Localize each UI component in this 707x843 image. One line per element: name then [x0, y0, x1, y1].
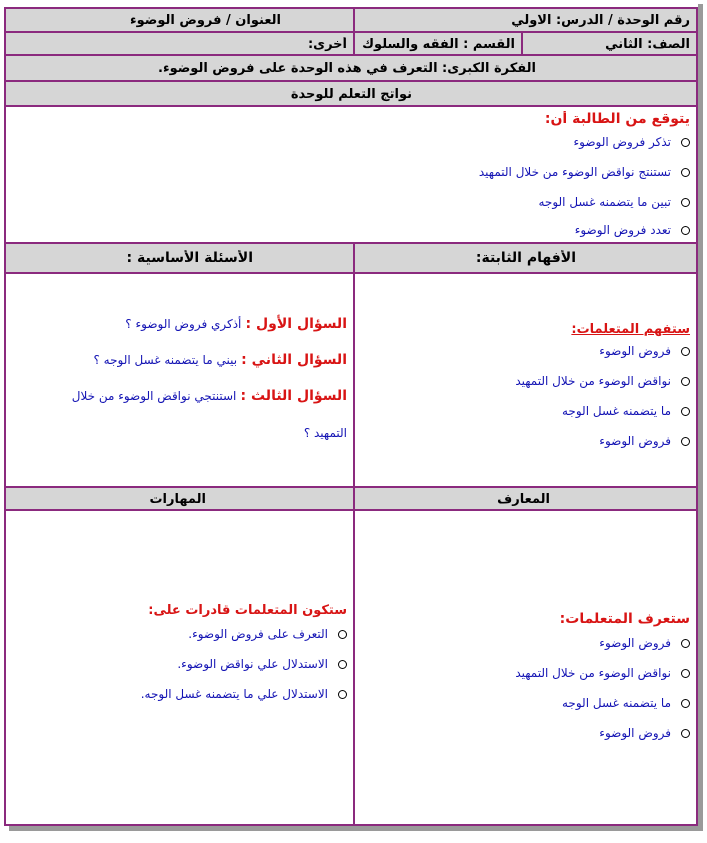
circle-bullet-icon	[681, 699, 690, 708]
list-item: ما يتضمنه غسل الوجه	[562, 404, 690, 418]
knowledge-title: المعارف	[497, 492, 550, 507]
outcomes-title-text: نواتج التعلم للوحدة	[290, 87, 412, 102]
list-item: تستنتج نواقض الوضوء من خلال التمهيد	[479, 165, 690, 179]
questions-box	[4, 272, 355, 488]
question-row: السؤال الأول : أذكري فروض الوضوء ؟	[125, 316, 347, 332]
knowledge-heading: ستعرف المتعلمات:	[559, 611, 690, 627]
other-text: أخرى:	[307, 37, 347, 52]
page-shadow-right	[698, 4, 703, 830]
circle-bullet-icon	[681, 138, 690, 147]
skills-heading: ستكون المتعلمات قادرات على:	[148, 603, 347, 618]
list-item: فروض الوضوء	[599, 636, 690, 650]
circle-bullet-icon	[681, 226, 690, 235]
circle-bullet-icon	[681, 437, 690, 446]
department-cell	[353, 31, 523, 56]
list-item: تعدد فروض الوضوء	[575, 223, 690, 237]
circle-bullet-icon	[681, 639, 690, 648]
grade-cell	[521, 31, 698, 56]
list-item: نواقض الوضوء من خلال التمهيد	[515, 666, 690, 680]
understandings-heading: ستفهم المتعلمات:	[571, 322, 690, 337]
outcomes-title-cell	[4, 80, 698, 107]
grade-text: الصف: الثاني	[605, 37, 690, 52]
question-row: السؤال الثالث : استنتجي نواقض الوضوء من خلال	[71, 388, 347, 404]
list-item: فروض الوضوء	[599, 726, 690, 740]
big-idea-cell	[4, 54, 698, 82]
list-item: التعرف على فروض الوضوء.	[188, 627, 347, 641]
page-shadow-bottom	[9, 826, 703, 831]
title-cell	[4, 7, 355, 33]
question-continuation: التمهيد ؟	[303, 426, 347, 440]
list-item: نواقض الوضوء من خلال التمهيد	[515, 374, 690, 388]
big-idea-text: الفكرة الكبرى: التعرف في هذه الوحدة على فروض الوضوء.	[158, 61, 536, 76]
questions-title: الأسئلة الأساسية :	[126, 250, 253, 266]
circle-bullet-icon	[681, 669, 690, 678]
understandings-title-cell	[353, 242, 698, 274]
circle-bullet-icon	[681, 407, 690, 416]
unit-lesson-text: رقم الوحدة / الدرس: الاولي	[511, 13, 690, 28]
circle-bullet-icon	[681, 198, 690, 207]
knowledge-title-cell	[353, 486, 698, 511]
list-item: تذكر فروض الوضوء	[574, 135, 690, 149]
understandings-title: الأفهام الثابتة:	[475, 250, 576, 266]
skills-title-cell	[4, 486, 355, 511]
list-item: ما يتضمنه غسل الوجه	[562, 696, 690, 710]
list-item: الاستدلال علي ما يتضمنه غسل الوجه.	[141, 687, 347, 701]
title-text: العنوان / فروض الوضوء	[129, 13, 281, 28]
list-item: فروض الوضوء	[599, 434, 690, 448]
unit-plan-page	[4, 0, 698, 826]
circle-bullet-icon	[338, 630, 347, 639]
unit-lesson-cell	[353, 7, 698, 33]
list-item: فروض الوضوء	[599, 344, 690, 358]
outcomes-box	[4, 105, 698, 244]
other-cell	[4, 31, 355, 56]
list-item: الاستدلال علي نواقض الوضوء.	[177, 657, 347, 671]
circle-bullet-icon	[681, 347, 690, 356]
circle-bullet-icon	[338, 660, 347, 669]
circle-bullet-icon	[338, 690, 347, 699]
knowledge-box	[353, 509, 698, 826]
question-row: السؤال الثاني : بيني ما يتضمنه غسل الوجه ؟	[93, 352, 347, 368]
list-item: تبين ما يتضمنه غسل الوجه	[538, 195, 690, 209]
department-text: القسم : الفقه والسلوك	[362, 37, 515, 52]
questions-title-cell	[4, 242, 355, 274]
skills-title: المهارات	[149, 492, 206, 507]
circle-bullet-icon	[681, 729, 690, 738]
outcomes-heading: يتوقع من الطالبة أن:	[544, 111, 690, 127]
circle-bullet-icon	[681, 168, 690, 177]
understandings-box	[353, 272, 698, 488]
skills-box	[4, 509, 355, 826]
circle-bullet-icon	[681, 377, 690, 386]
